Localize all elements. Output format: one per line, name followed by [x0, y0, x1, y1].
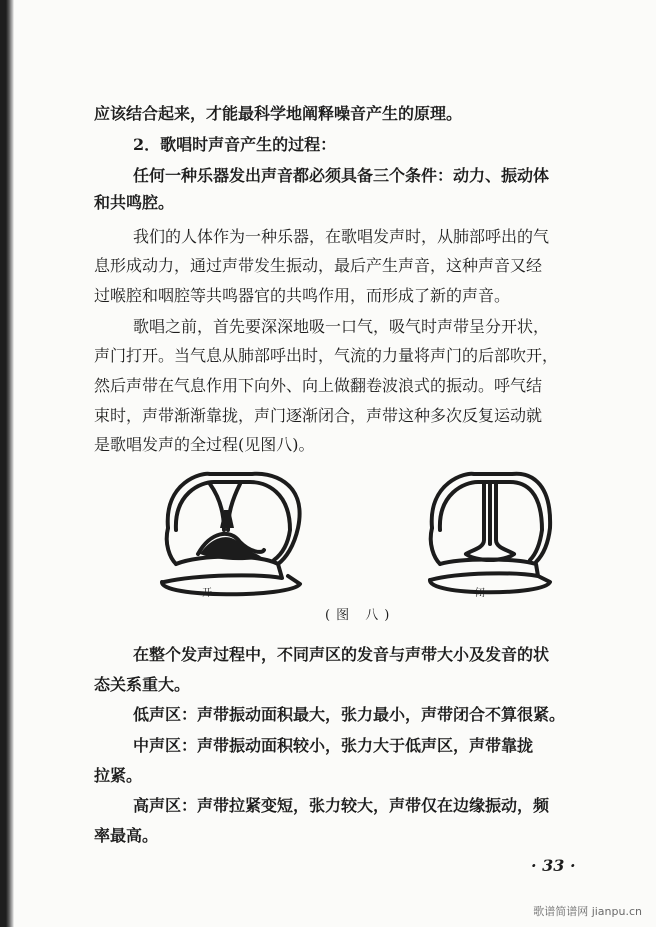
figure-label-open: 开 — [202, 588, 212, 599]
figure-label-closed: 闭 — [475, 588, 485, 599]
text-line-3: 任何一种乐器发出声音都必须具备三个条件：动力、振动体 — [133, 166, 550, 185]
text-line-6: 息形成动力，通过声带发生振动，最后产生声音，这种声音又经 — [94, 256, 543, 275]
vocal-cords-open-drawing — [162, 474, 300, 595]
text-line-9: 声门打开。当气息从肺部呼出时，气流的力量将声门的后部吹开， — [94, 346, 559, 365]
watermark: 歌谱简谱网 jianpu.cn — [533, 905, 642, 918]
text-line-4: 和共鸣腔。 — [94, 193, 175, 212]
section-heading: 2．歌唱时声音产生的过程： — [133, 135, 337, 154]
text-line-5: 我们的人体作为一种乐器，在歌唱发声时，从肺部呼出的气 — [133, 227, 550, 246]
page-number: · 33 · — [531, 856, 576, 875]
text-line-mid-register: 中声区：声带振动面积较小，张力大于低声区，声带靠拢 — [133, 736, 534, 755]
text-line-17: 拉紧。 — [94, 766, 143, 785]
text-line-19: 率最高。 — [94, 826, 159, 845]
page-left-edge — [0, 0, 14, 927]
vocal-cords-closed-drawing — [430, 474, 550, 593]
text-line-1: 应该结合起来，才能最科学地阐释噪音产生的原理。 — [94, 104, 463, 123]
text-line-12: 是歌唱发声的全过程(见图八)。 — [94, 435, 315, 454]
text-line-13: 在整个发声过程中，不同声区的发音与声带大小及发音的状 — [133, 645, 550, 664]
text-line-low-register: 低声区：声带振动面积最大，张力最小，声带闭合不算很紧。 — [133, 705, 566, 724]
figure-caption: (图 八) — [325, 608, 396, 623]
text-line-11: 束时，声带渐渐靠拢，声门逐渐闭合，声带这种多次反复运动就 — [94, 406, 543, 425]
text-line-high-register: 高声区：声带拉紧变短，张力较大，声带仅在边缘振动，频 — [133, 796, 550, 815]
text-line-8: 歌唱之前，首先要深深地吸一口气，吸气时声带呈分开状， — [133, 317, 550, 336]
figure-eight — [140, 470, 560, 610]
text-line-10: 然后声带在气息作用下向外、向上做翻卷波浪式的振动。呼气结 — [94, 376, 543, 395]
text-line-7: 过喉腔和咽腔等共鸣器官的共鸣作用，而形成了新的声音。 — [94, 286, 511, 305]
text-line-14: 态关系重大。 — [94, 675, 191, 694]
